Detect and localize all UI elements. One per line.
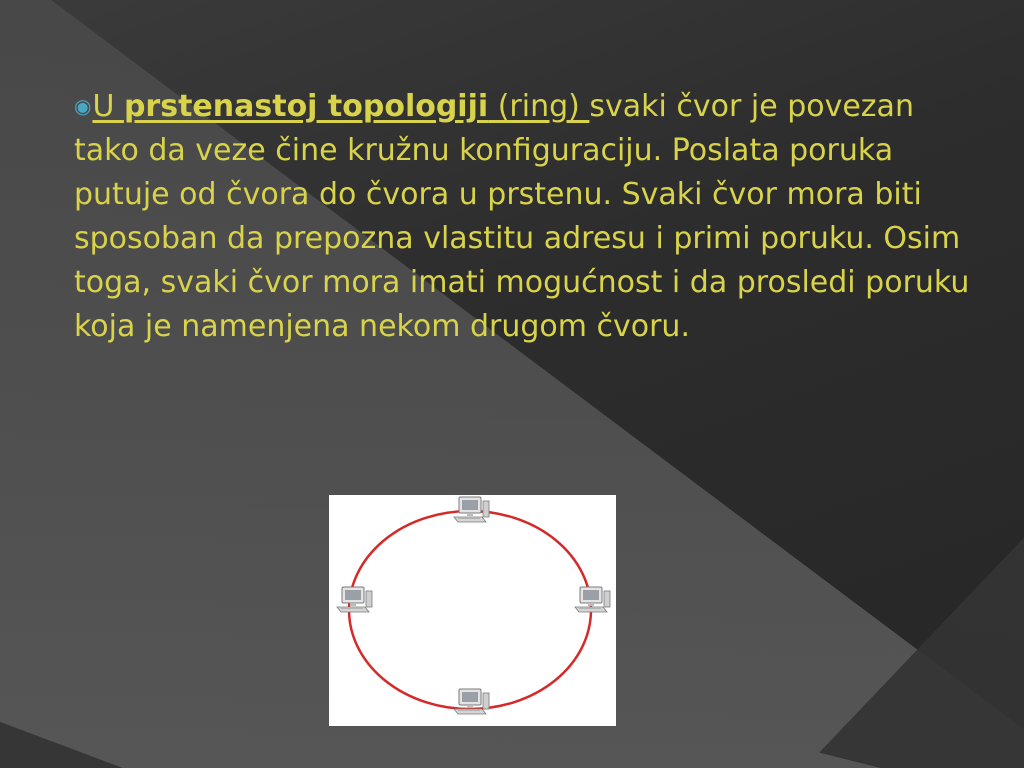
ring-diagram-svg — [329, 495, 616, 726]
keyword-prefix: U — [92, 89, 124, 124]
ring-connection — [349, 511, 591, 709]
body-text: svaki čvor je povezan tako da veze čine kružnu konfiguraciju. Poslata poruka putuje od čvora do čvora u prstenu. Svaki čvor mora biti sposoban da prepozna vlastitu adresu i primi poruku. Osim toga, svaki čvor mora imati mogućnost i da prosledi poruku koja je namenjena nekom drugom čvoru. — [74, 89, 970, 344]
computer-icon — [575, 587, 610, 612]
computer-icon — [337, 587, 372, 612]
ring-topology-diagram — [329, 495, 616, 726]
keyword-paren: (ring) — [488, 89, 590, 124]
topology-keyword-link[interactable] — [92, 89, 589, 124]
bullet-paragraph — [74, 84, 974, 349]
computer-icon — [454, 497, 489, 522]
slide-body — [74, 84, 974, 349]
circled-dot-icon: ◉ — [74, 94, 92, 118]
keyword-bold: prstenastoj topologiji — [123, 89, 489, 124]
computer-icon — [454, 689, 489, 714]
